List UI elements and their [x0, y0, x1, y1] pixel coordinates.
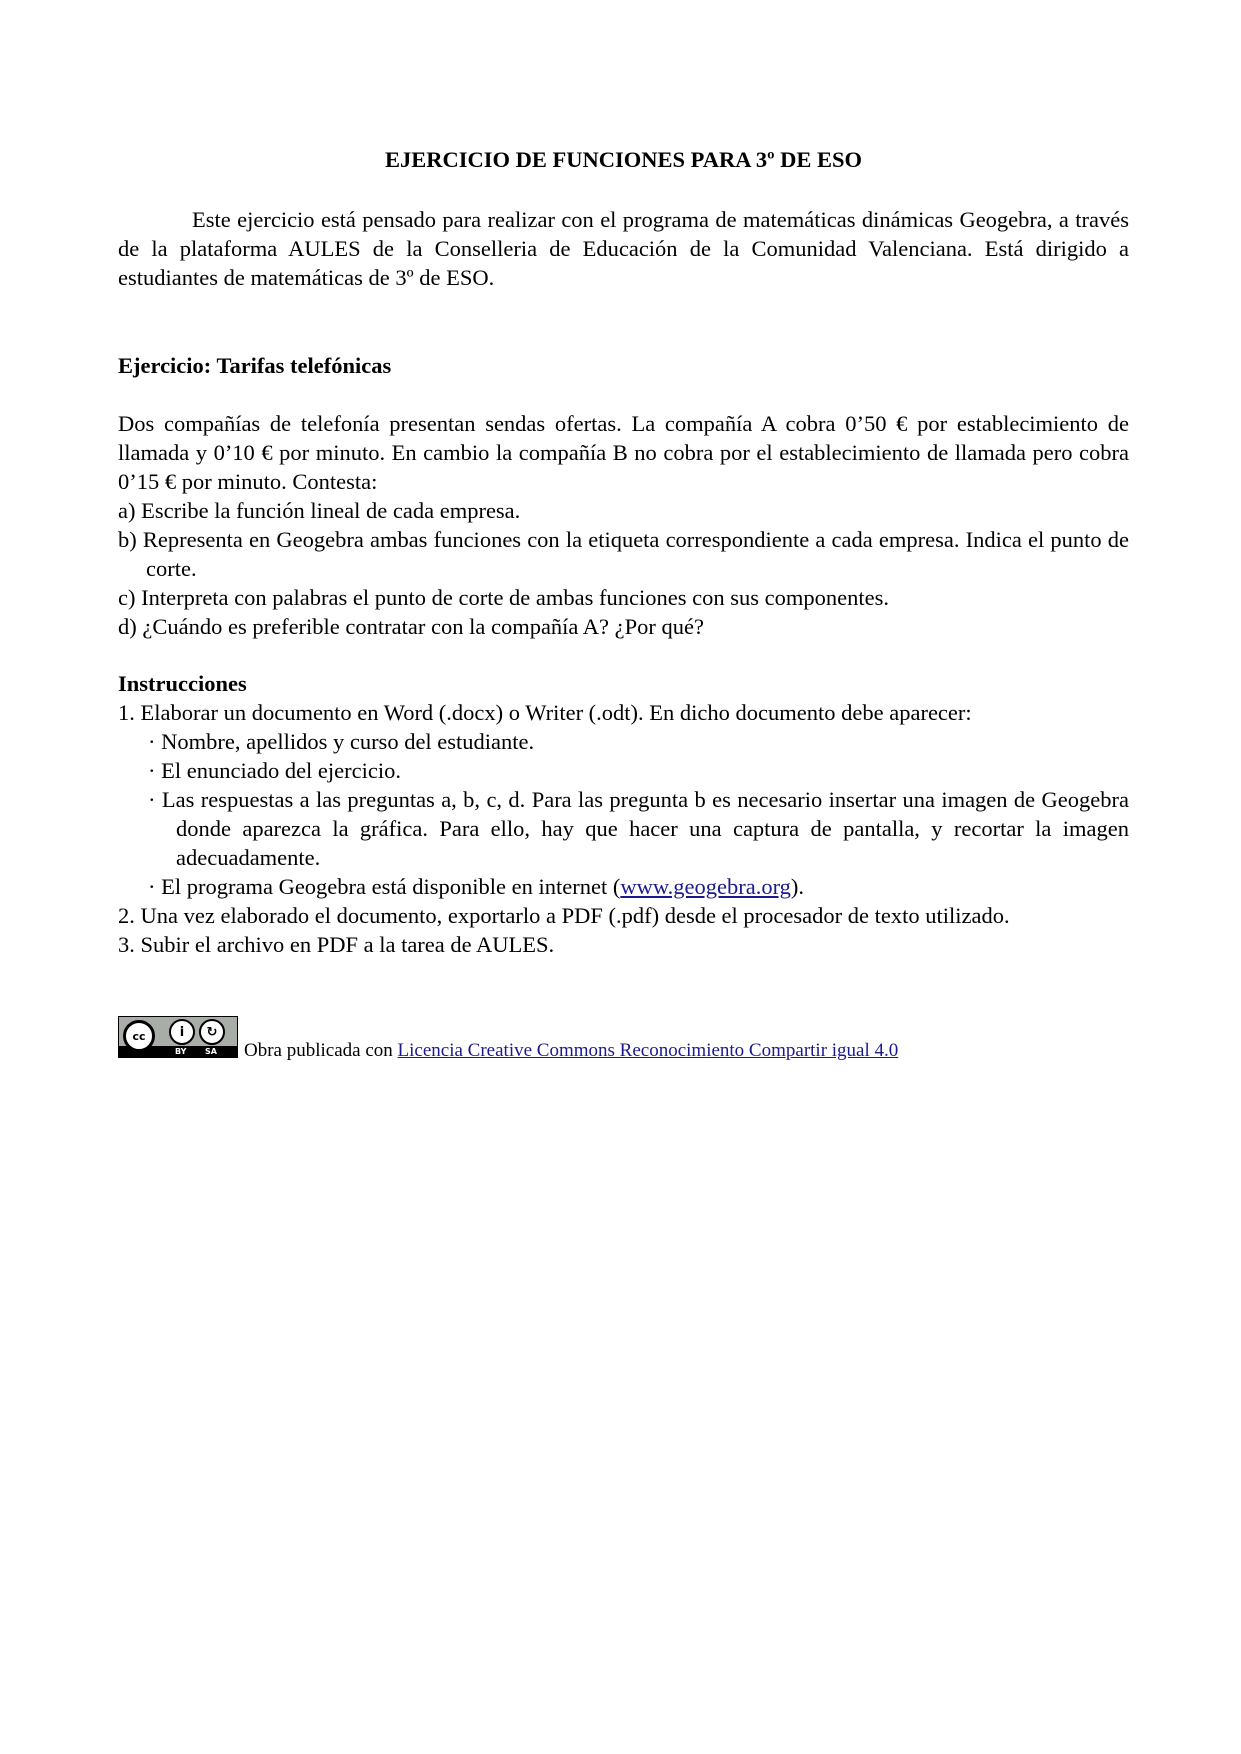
license-prefix: Obra publicada con [244, 1040, 398, 1061]
exercise-heading: Ejercicio: Tarifas telefónicas [118, 353, 392, 378]
bullet-text: · El programa Geogebra está disponible en internet ( [148, 874, 621, 899]
instruction-bullet: · Las respuestas a las preguntas a, b, c, d. Para las pregunta b es necesario insertar una imagen de Geogebra donde aparezca la gráfica. Para ello, hay que hacer una captura de pantalla, y recortar la imagen adecuadamente. [148, 787, 1129, 870]
instruction-bullet: · El enunciado del ejercicio. [148, 758, 402, 783]
license-text [244, 1041, 898, 1060]
question-item: b) Representa en Geogebra ambas funciones con la etiqueta correspondiente a cada empresa. Indica el punto de corte. [118, 527, 1129, 581]
bullet-text-suffix: ). [790, 874, 805, 899]
cc-icon: cc [123, 1020, 155, 1052]
geogebra-link[interactable]: www.geogebra.org [620, 874, 791, 899]
instruction-bullet: · Nombre, apellidos y curso del estudiante. [148, 729, 535, 754]
document-title: EJERCICIO DE FUNCIONES PARA 3º DE ESO [384, 147, 863, 172]
instruction-step-1: 1. Elaborar un documento en Word (.docx) o Writer (.odt). En dicho documento debe aparecer: [118, 700, 972, 725]
intro-paragraph: Este ejercicio está pensado para realizar con el programa de matemáticas dinámicas Geogebra, a través de la plataforma AULES de la Conselleria de Educación de la Comunidad Valenciana. Está dirigido a estudiantes de matemáticas de 3º de ESO. [118, 207, 1129, 290]
share-alike-icon: ↻ [199, 1019, 225, 1045]
question-item: c) Interpreta con palabras el punto de corte de ambas funciones con sus componentes. [118, 585, 889, 610]
question-list [118, 496, 1129, 641]
question-item: a) Escribe la función lineal de cada empresa. [118, 498, 521, 523]
attribution-icon: i [169, 1019, 195, 1045]
license-link[interactable]: Licencia Creative Commons Reconocimiento Compartir igual 4.0 [397, 1040, 899, 1061]
instructions-list [118, 698, 1129, 959]
license-footer [118, 1016, 899, 1061]
by-label: BY [175, 1047, 187, 1056]
instructions-heading: Instrucciones [118, 671, 247, 696]
sa-label: SA [205, 1047, 217, 1056]
question-item: d) ¿Cuándo es preferible contratar con la compañía A? ¿Por qué? [118, 614, 704, 639]
exercise-statement: Dos compañías de telefonía presentan sendas ofertas. La compañía A cobra 0’50 € por establecimiento de llamada y 0’10 € por minuto. En cambio la compañía B no cobra por el establecimiento de llamada pero cobra 0’15 € por minuto. Contesta: [118, 411, 1129, 494]
instruction-step-3: 3. Subir el archivo en PDF a la tarea de AULES. [118, 932, 555, 957]
cc-by-sa-badge-icon [118, 1016, 238, 1058]
instruction-step-2: 2. Una vez elaborado el documento, exportarlo a PDF (.pdf) desde el procesador de texto utilizado. [118, 903, 1010, 928]
instruction-bullet-geogebra [118, 872, 1129, 901]
